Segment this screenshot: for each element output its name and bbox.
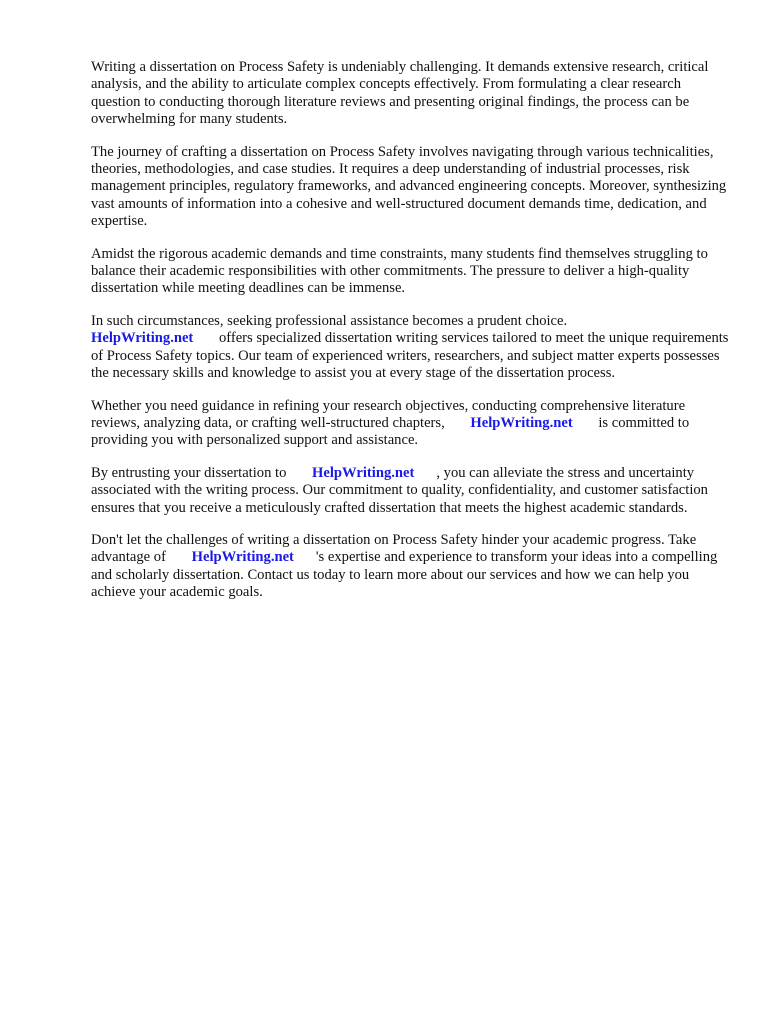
paragraph-6 bbox=[91, 465, 731, 517]
helpwriting-link-1[interactable]: HelpWriting.net bbox=[91, 330, 194, 347]
paragraph-2: The journey of crafting a dissertation on Process Safety involves navigating through various technicalities, theories, methodologies, and case studies. It requires a deep understanding of industrial processes, risk management principles, regulatory frameworks, and advanced engineering concepts. Moreover, synthesizing vast amounts of information into a cohesive and well-structured document demands time, dedication, and expertise. bbox=[91, 143, 727, 230]
paragraph-6-text-after: , you can alleviate the stress and uncertainty associated with the writing process. Our commitment to quality, confidentiality, and customer satisfaction ensures that you receive a meticulously crafted dissertation that meets the highest academic standards. bbox=[91, 464, 708, 516]
paragraph-5-text-after: is committed to providing you with personalized support and assistance. bbox=[91, 414, 690, 449]
paragraph-4-text-after: offers specialized dissertation writing services tailored to meet the unique requirements of Process Safety topics. Our team of experienced writers, researchers, and subject matter experts possesses the necessary skills and knowledge to assist you at every stage of the dissertation process. bbox=[91, 330, 729, 382]
paragraph-4 bbox=[91, 313, 731, 383]
paragraph-7-text-before: Don't let the challenges of writing a dissertation on Process Safety hinder your academic progress. Take advantage of bbox=[91, 531, 697, 566]
paragraph-5-text-before: Whether you need guidance in refining your research objectives, conducting comprehensive literature reviews, analyzing data, or crafting well-structured chapters, bbox=[91, 397, 686, 431]
helpwriting-link-3[interactable]: HelpWriting.net bbox=[312, 464, 415, 481]
paragraph-3: Amidst the rigorous academic demands and time constraints, many students find themselves struggling to balance their academic responsibilities with other commitments. The pressure to deliver a high-quality dissertation while meeting deadlines can be immense. bbox=[91, 245, 708, 297]
paragraph-6-text-before: By entrusting your dissertation to bbox=[91, 464, 287, 481]
paragraph-1: Writing a dissertation on Process Safety is undeniably challenging. It demands extensive research, critical analysis, and the ability to articulate complex concepts effectively. From formulating a clear research question to conducting thorough literature reviews and presenting original findings, the process can be overwhelming for many students. bbox=[91, 59, 709, 128]
helpwriting-link-2[interactable]: HelpWriting.net bbox=[470, 414, 573, 431]
paragraph-5 bbox=[91, 398, 731, 450]
paragraph-7 bbox=[91, 532, 731, 602]
paragraph-4-text-before: In such circumstances, seeking professional assistance becomes a prudent choice. bbox=[91, 312, 568, 329]
helpwriting-link-4[interactable]: HelpWriting.net bbox=[191, 549, 294, 566]
document-body bbox=[91, 59, 731, 617]
paragraph-7-text-after: 's expertise and experience to transform your ideas into a compelling and scholarly dissertation. Contact us today to learn more about our services and how we can help you achieve your academic goals. bbox=[91, 549, 718, 601]
